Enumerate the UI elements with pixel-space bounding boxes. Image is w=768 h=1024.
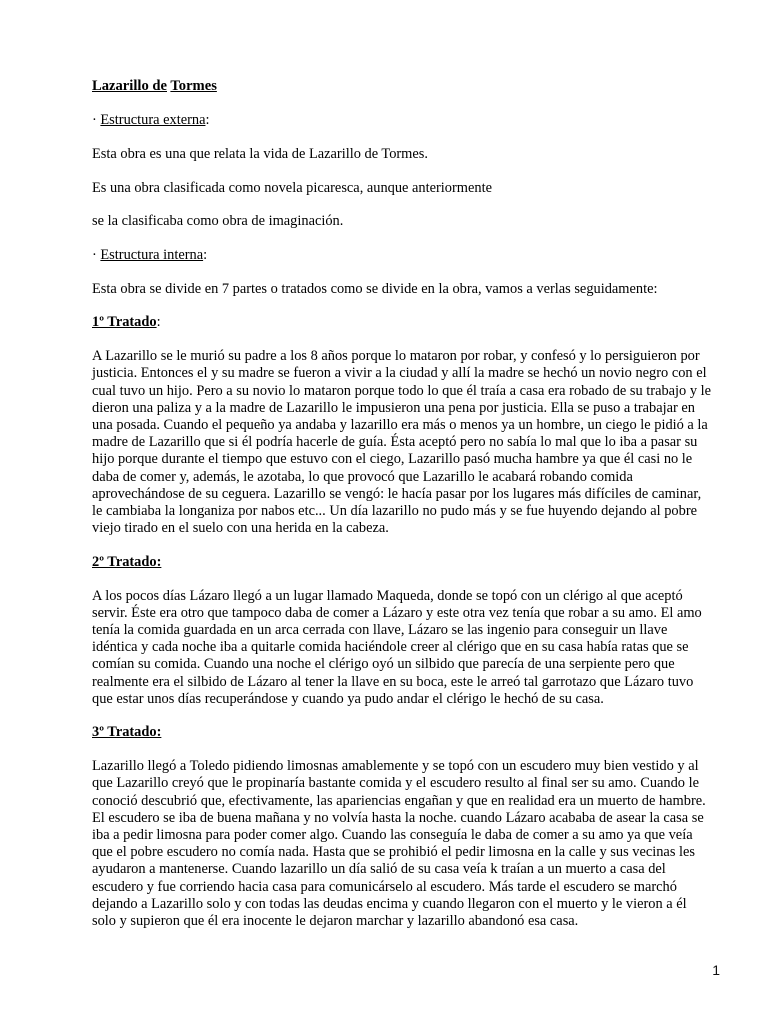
paragraph-intro-2: Es una obra clasificada como novela picaresca, aunque anteriormente bbox=[92, 179, 492, 196]
title-part-1: Lazarillo de bbox=[92, 78, 167, 94]
paragraph-intro-1: Esta obra es una que relata la vida de Lazarillo de Tormes. bbox=[92, 145, 428, 162]
paragraph-intro-4: Esta obra se divide en 7 partes o tratados como se divide en la obra, vamos a verlas seguidamente: bbox=[92, 280, 658, 297]
tratado-1-title: 1º Tratado bbox=[92, 314, 157, 331]
tratado-2-title: 2º Tratado: bbox=[92, 553, 162, 570]
tratado-3-heading bbox=[92, 724, 724, 741]
page-number: 1 bbox=[712, 962, 720, 978]
bullet: · bbox=[92, 112, 101, 129]
title-part-2: Tormes bbox=[170, 78, 217, 94]
tratado-1-heading bbox=[92, 314, 724, 331]
tratado-3-title: 3º Tratado: bbox=[92, 724, 162, 741]
internal-structure-heading bbox=[92, 247, 724, 264]
tratado-1-text: A Lazarillo se le murió su padre a los 8 años porque lo mataron por robar, y confesó y lo persiguieron por justicia. Entonces el y su madre se fueron a vivir a la ciudad y allí la madre se hechó un novio negro con el cual tuvo un hijo. Pero a su novio lo mataron porque todo lo que él traía a casa era robado de su trabajo y le dieron una paliza y a la madre de Lazarillo le impusieron una pena por justicia. Ella se puso a trabajar en una posada. Cuando el pequeño ya andaba y lazarillo era más o menos ya un hombre, un ciego le pidió a la madre de Lazarillo que si él podría hacerle de guía. Ésta aceptó pero no sabía lo mal que lo iba a pasar su hijo porque durante el tiempo que estuvo con el ciego, Lazarillo pasó mucha hambre ya que él casi no le daba de comer y, además, le azotaba, lo que provocó que Lazarillo le acabará robando comida aprovechándose de su ceguera. Lazarillo se vengó: le hacía pasar por los lugares más difíciles de caminar, le cambiaba la longaniza por nabos etc... Un día lazarillo no pudo más y se fue huyendo dejando al pobre viejo tirado en el suelo con una herida en la cabeza. bbox=[92, 348, 712, 537]
bullet: · bbox=[92, 247, 101, 264]
external-structure-heading bbox=[92, 112, 724, 129]
tratado-2-text: A los pocos días Lázaro llegó a un lugar llamado Maqueda, donde se topó con un clérigo al que aceptó servir. Éste era otro que tampoco daba de comer a Lázaro y este otra vez tenía que robar a su amo. El amo tenía la comida guardada en un arca cerrada con llave, Lázaro se las ingenio para conseguir un llave idéntica y cada noche iba a quitarle comida haciéndole creer al clérigo que en su casa había ratas que se comían su comida. Cuando una noche el clérigo oyó un silbido que parecía de una serpiente pero que realmente era el silbido de Lázaro al tener la llave en su boca, este le arreó tal garrotazo que Lázaro tuvo que estar unos días recuperándose y cuando ya pudo andar el clérigo le hechó de su casa. bbox=[92, 587, 702, 707]
document-body bbox=[92, 78, 724, 947]
external-structure-label: Estructura externa bbox=[100, 112, 206, 129]
colon: : bbox=[203, 247, 208, 264]
tratado-2-heading bbox=[92, 554, 724, 571]
colon: : bbox=[205, 112, 210, 129]
paragraph-intro-3: se la clasificaba como obra de imaginación. bbox=[92, 213, 344, 230]
internal-structure-label: Estructura interna bbox=[100, 247, 204, 264]
tratado-1-colon: : bbox=[156, 314, 161, 331]
document-title bbox=[92, 78, 724, 95]
tratado-3-text: Lazarillo llegó a Toledo pidiendo limosnas amablemente y se topó con un escudero muy bien vestido y al que Lazarillo creyó que le propinaría bastante comida y el escudero resulto al final ser su amo. Cuando le conoció descubrió que, efectivamente, las apariencias engañan y que en realidad era un muerto de hambre. El escudero se iba de buena mañana y no volvía hasta la noche. cuando Lázaro acababa de asear la casa se iba a pedir limosna para poder comer algo. Cuando las conseguía le daba de comer a su amo ya que veía que el pobre escudero no comía nada. Hasta que se prohibió el pedir limosna en la calle y sus vecinas les ayudaron a mantenerse. Cuando lazarillo un día salió de su casa veía k traían a un muerto a casa del escudero y fue corriendo hacia casa para comunicárselo al escudero. Más tarde el escudero se marchó dejando a Lazarillo solo y con todas las deudas encima y cuando llegaron con el muerto y le vieron a él solo y supieron que él era inocente le dejaron marchar y lazarillo abandonó esa casa. bbox=[92, 758, 706, 930]
